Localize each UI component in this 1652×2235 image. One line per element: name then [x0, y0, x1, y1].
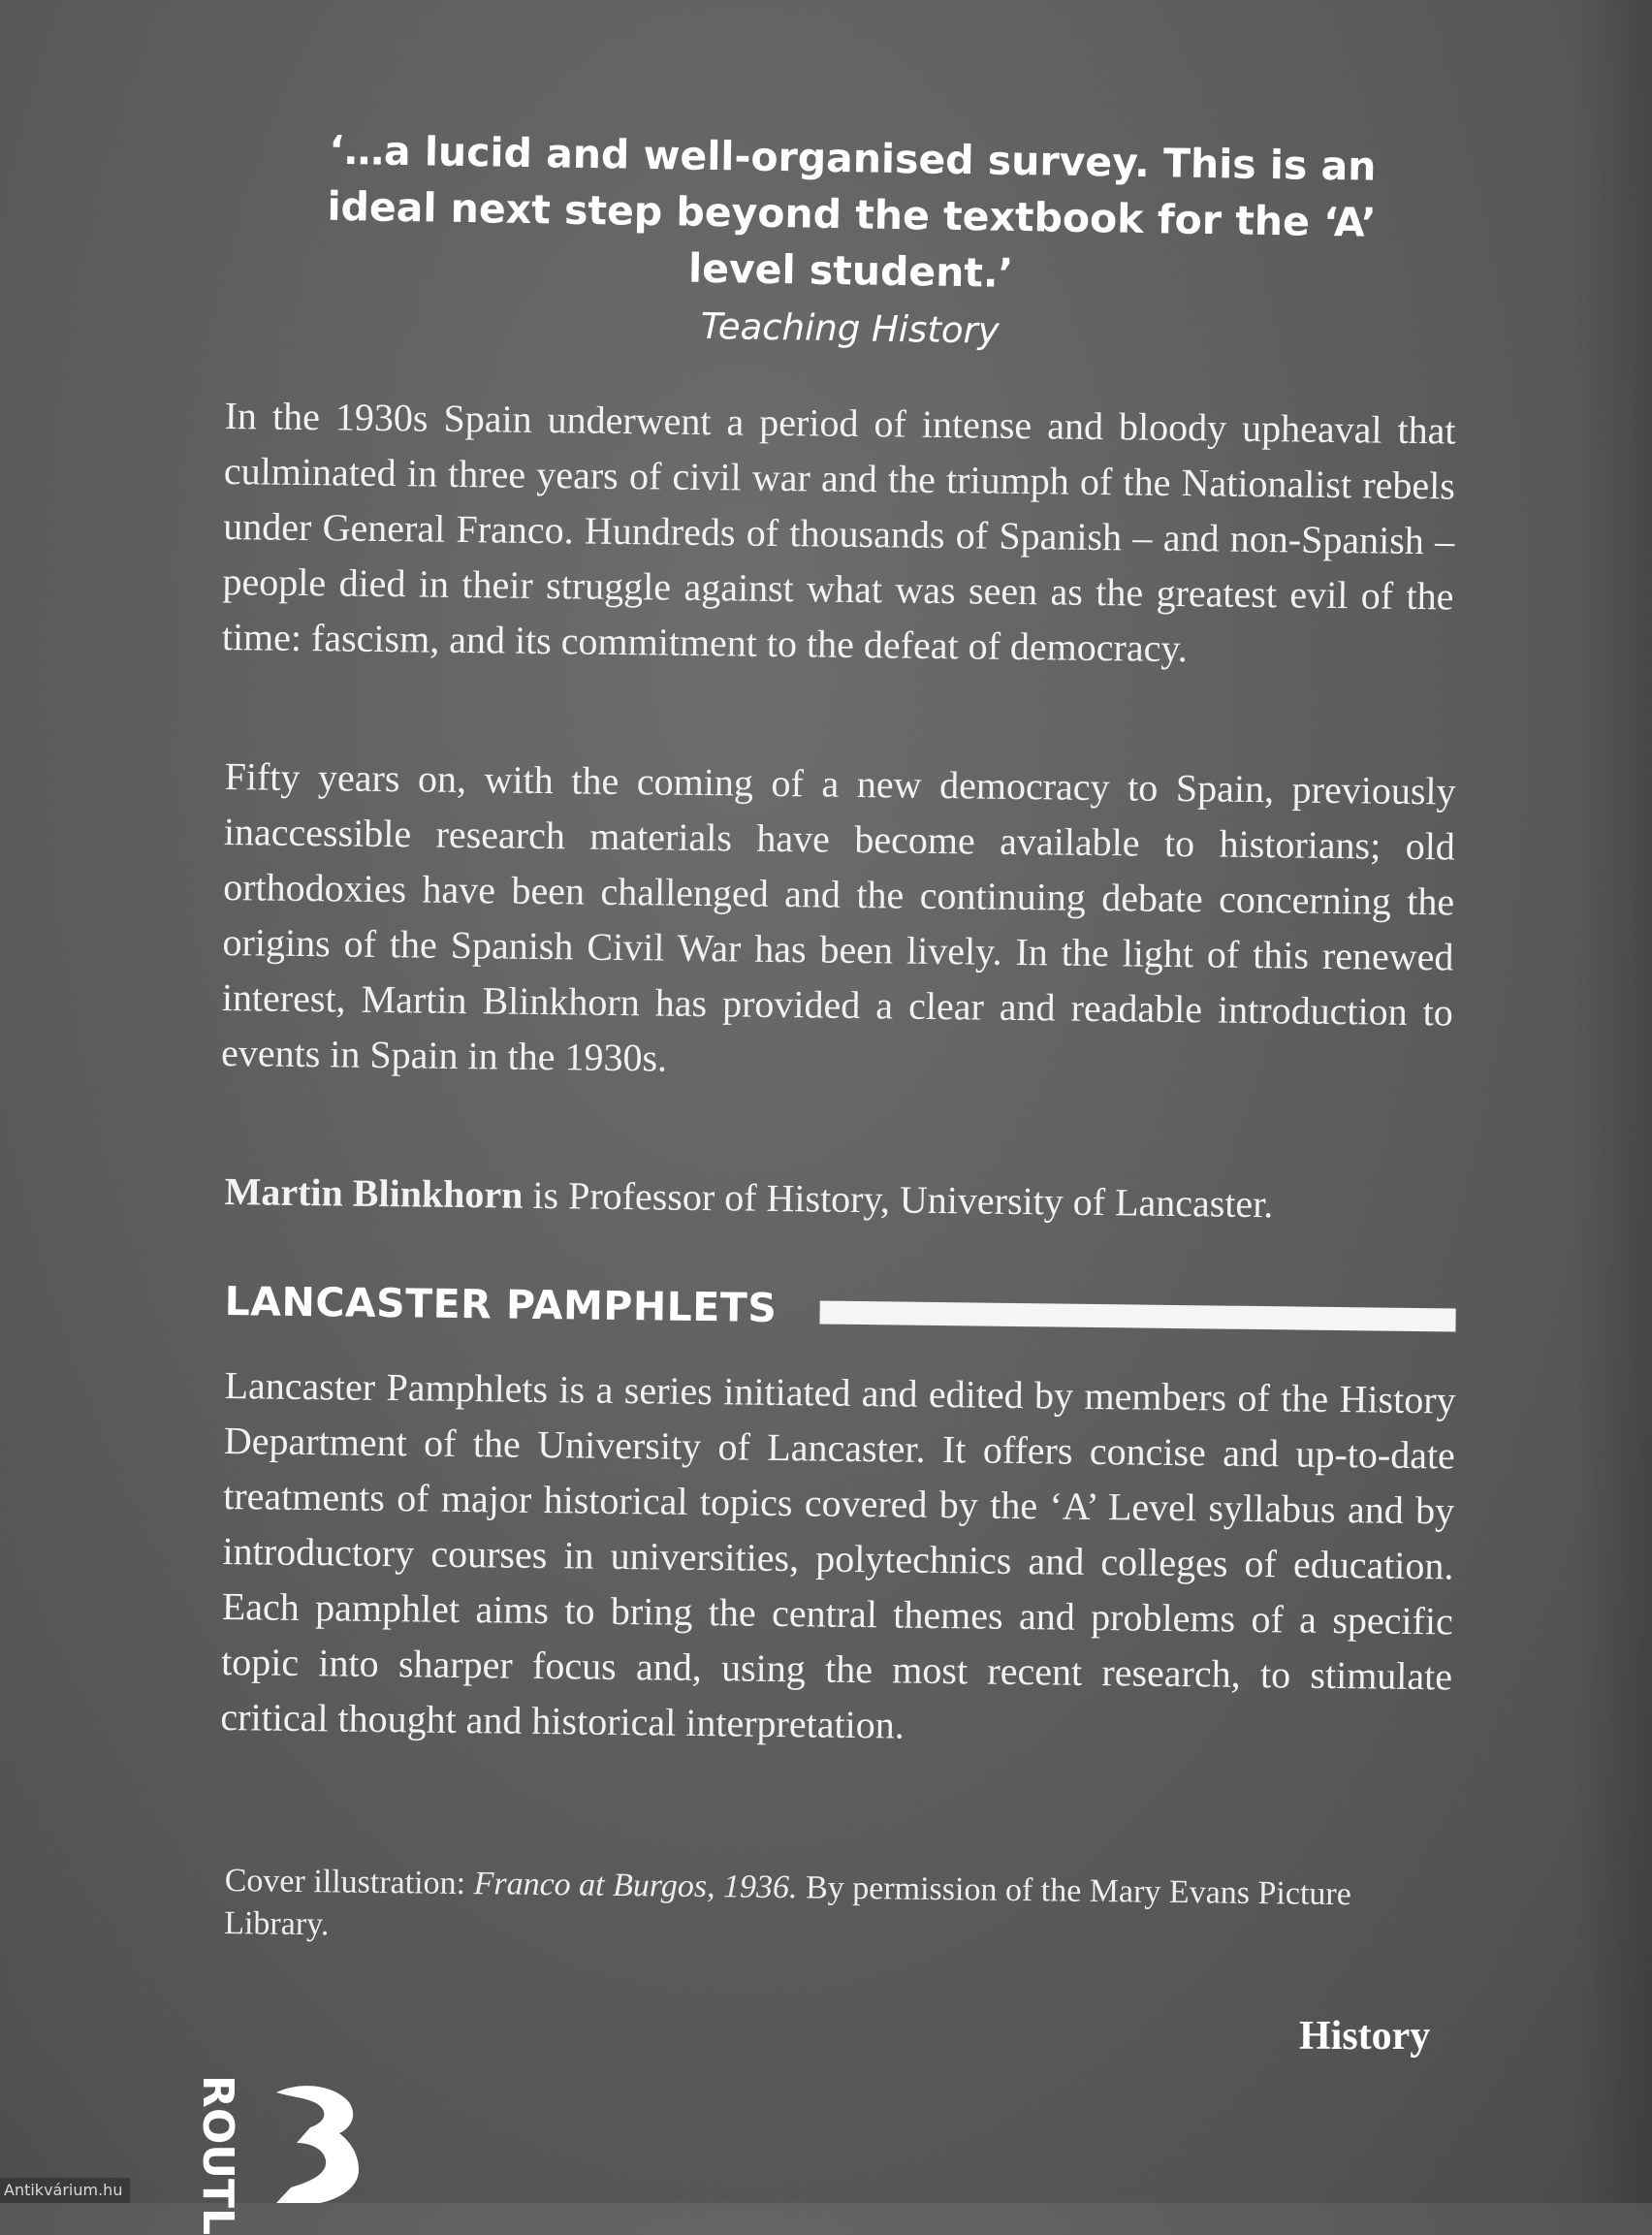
description-paragraph-2: Fifty years on, with the coming of a new democracy to Spain, previously inaccessible research materials have become available to historians; old orthodoxies have been challenged and the continuing debate concerning the origins of the Spanish Civil War has been lively. In the light of this renewed interest, Martin Blinkhorn has provided a clear and readable introduction to events in Spain in the 1930s.: [220, 753, 1456, 1080]
series-heading: LANCASTER PAMPHLETS: [224, 1278, 778, 1331]
author-bio-text: is Professor of History, University of Lancaster.: [523, 1172, 1274, 1227]
series-description-block: [220, 1357, 1456, 1759]
author-bio-block: [224, 1164, 1456, 1234]
review-quote: ‘…a lucid and well-organised survey. This is an ideal next step beyond the textbook for the ‘A’ level student.’: [327, 126, 1377, 297]
cover-credit-block: [224, 1860, 1456, 1961]
author-name: Martin Blinkhorn: [224, 1168, 524, 1217]
description-paragraph-1-block: [222, 388, 1456, 679]
cover-credit-prefix: Cover illustration:: [224, 1862, 474, 1902]
heading-rule: [819, 1300, 1456, 1331]
category-label: History: [1299, 2014, 1431, 2059]
publisher-name: ROUTL: [193, 2075, 242, 2235]
watermark: Antikvárium.hu: [0, 2178, 130, 2203]
cover-credit-suffix: By permission of the Mary Evans Picture Library.: [223, 1869, 1352, 1943]
routledge-logo-icon: [204, 2073, 378, 2203]
review-quote-block: [277, 121, 1424, 365]
cover-credit-title: Franco at Burgos, 1936.: [473, 1866, 798, 1906]
series-description: Lancaster Pamphlets is a series initiated and edited by members of the History Department of the University of Lancaster. It offers concise and up-to-date treatments of major historical topics covered by the ‘A’ Level syllabus and by introductory courses in universities, polytechnics and colleges of education. Each pamphlet aims to bring the central themes and problems of a specific topic into sharper focus and, using the most recent research, to stimulate critical thought and historical interpretation.: [220, 1362, 1456, 1747]
description-paragraph-2-block: [221, 749, 1456, 1095]
cover-credit: [224, 1860, 1456, 1961]
author-bio: [224, 1164, 1456, 1234]
review-source: Teaching History: [700, 304, 1000, 352]
page-edge-shadow: [1574, 0, 1652, 2203]
series-heading-row: [224, 1278, 1455, 1340]
description-paragraph-1: In the 1930s Spain underwent a period of intense and bloody upheaval that culminated in three years of civil war and the triumph of the Nationalist rebels under General Franco. Hundreds of thousands of Spanish – and non-Spanish – people died in their struggle against what was seen as the greatest evil of the time: fascism, and its commitment to the defeat of democracy.: [221, 393, 1456, 671]
